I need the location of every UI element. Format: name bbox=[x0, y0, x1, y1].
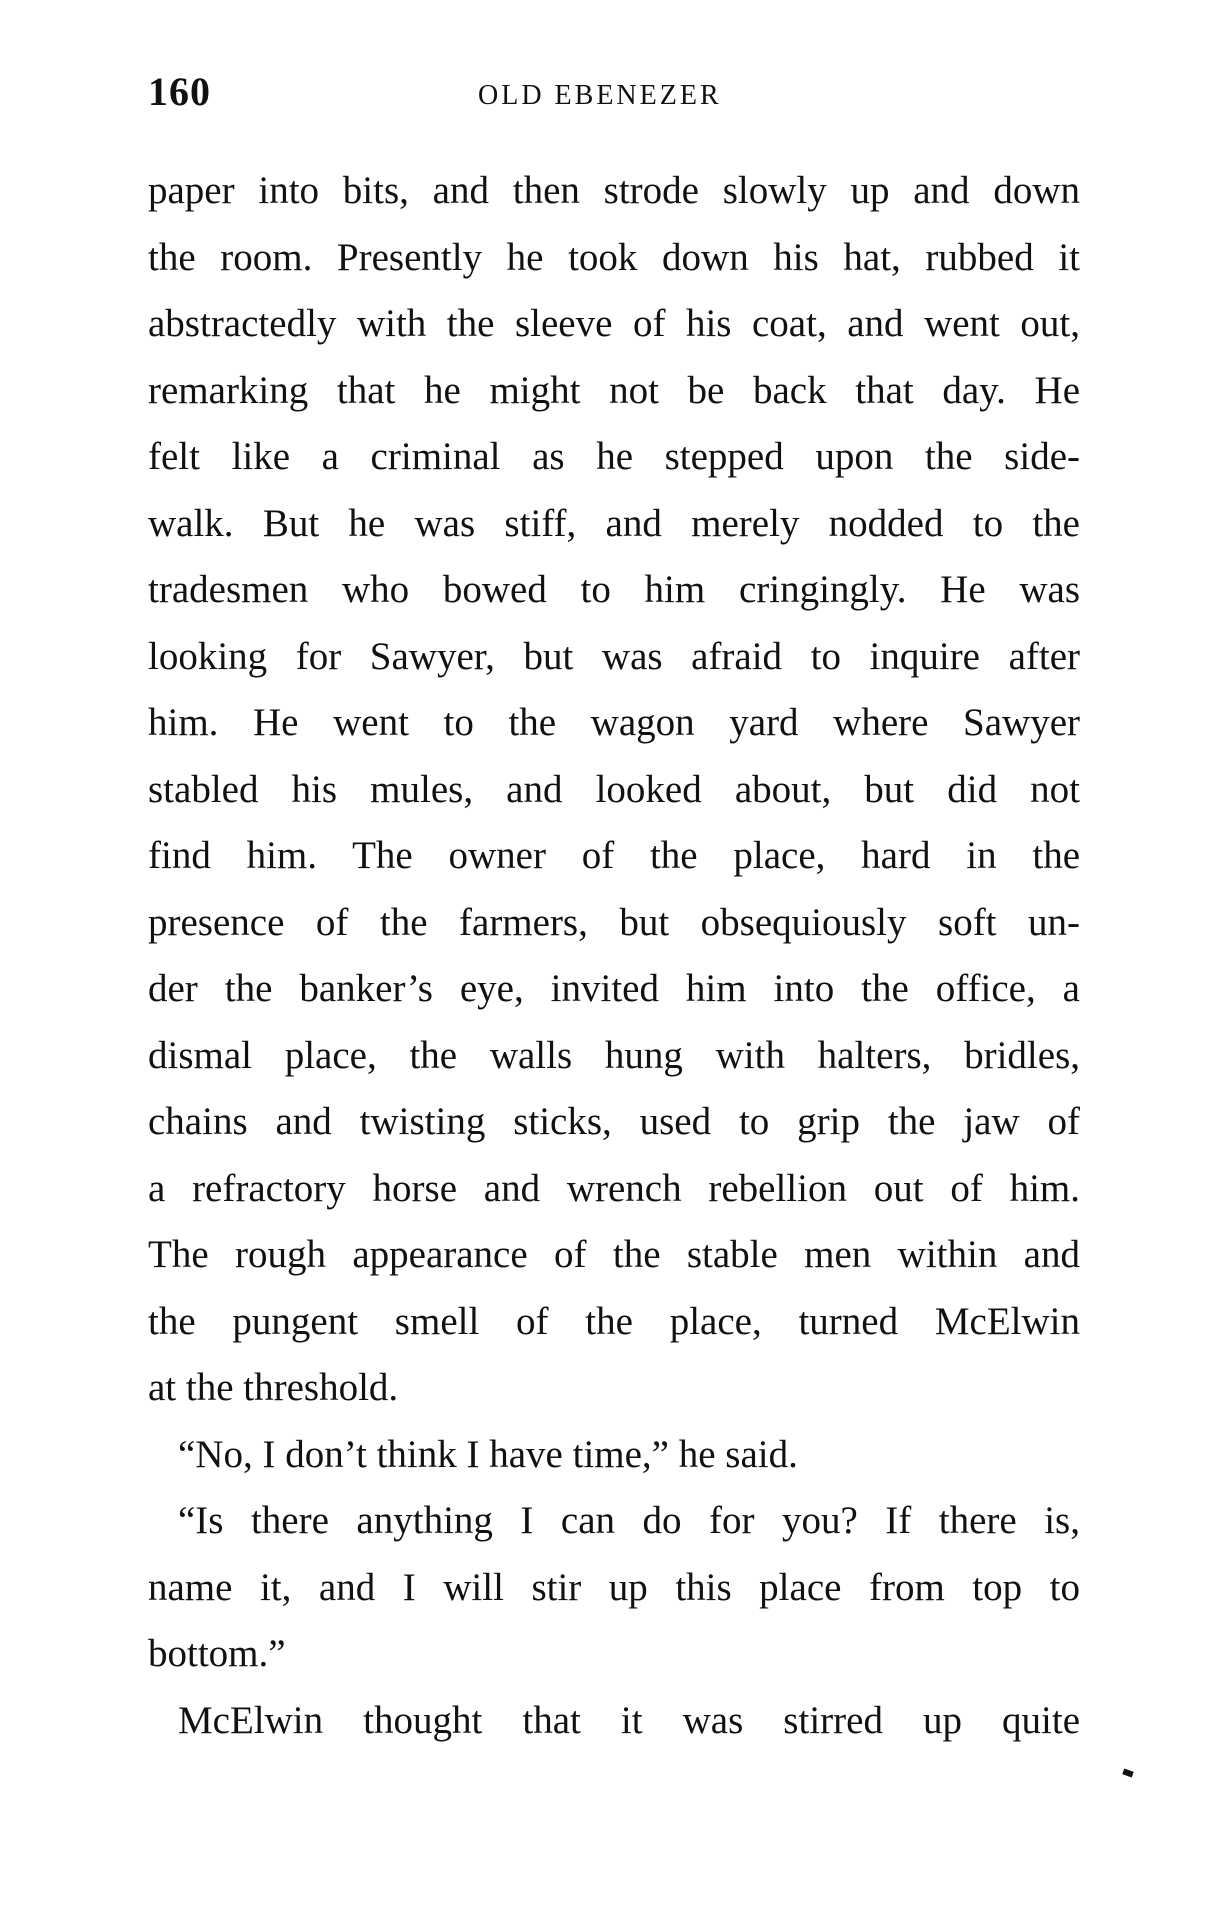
page-header bbox=[148, 68, 1078, 128]
text-line: bottom.” bbox=[148, 1632, 286, 1675]
text-line: a refractory horse and wrench rebellion out of him. bbox=[148, 1166, 1080, 1210]
text-line: paper into bits, and then strode slowly up and down bbox=[148, 169, 1080, 212]
text-line: dismal place, the walls hung with halters, bridles, bbox=[148, 1033, 1080, 1077]
text-line: name it, and I will stir up this place from top to bbox=[148, 1565, 1080, 1609]
text-line: chains and twisting sticks, used to grip the jaw of bbox=[148, 1100, 1080, 1143]
text-line: at the threshold. bbox=[148, 1366, 399, 1409]
text-line: walk. But he was stiff, and merely nodded to the bbox=[148, 501, 1080, 545]
text-line: abstractedly with the sleeve of his coat, and went out, bbox=[148, 302, 1080, 345]
text-line: the pungent smell of the place, turned McElwin bbox=[148, 1299, 1080, 1343]
text-line: “No, I don’t think I have time,” he said. bbox=[178, 1432, 798, 1476]
ink-mark bbox=[1122, 1768, 1133, 1777]
text-line: presence of the farmers, but obsequiously soft un- bbox=[148, 900, 1080, 944]
text-line: tradesmen who bowed to him cringingly. He was bbox=[148, 568, 1080, 611]
text-line: felt like a criminal as he stepped upon the side- bbox=[148, 435, 1080, 478]
text-line: McElwin thought that it was stirred up quite bbox=[178, 1698, 1080, 1742]
text-line: The rough appearance of the stable men within and bbox=[148, 1233, 1080, 1276]
running-title: OLD EBENEZER bbox=[478, 80, 722, 111]
text-line: him. He went to the wagon yard where Sawyer bbox=[148, 701, 1080, 744]
text-line: “Is there anything I can do for you? If there is, bbox=[178, 1499, 1080, 1542]
text-line: stabled his mules, and looked about, but did not bbox=[148, 767, 1080, 811]
page-number: 160 bbox=[148, 69, 211, 114]
text-line: looking for Sawyer, but was afraid to inquire after bbox=[148, 634, 1080, 678]
body-text bbox=[148, 158, 1080, 1754]
text-line: the room. Presently he took down his hat, rubbed it bbox=[148, 235, 1080, 279]
text-line: der the banker’s eye, invited him into the office, a bbox=[148, 967, 1080, 1010]
text-line: remarking that he might not be back that day. He bbox=[148, 368, 1080, 412]
text-line: find him. The owner of the place, hard in the bbox=[148, 834, 1080, 877]
